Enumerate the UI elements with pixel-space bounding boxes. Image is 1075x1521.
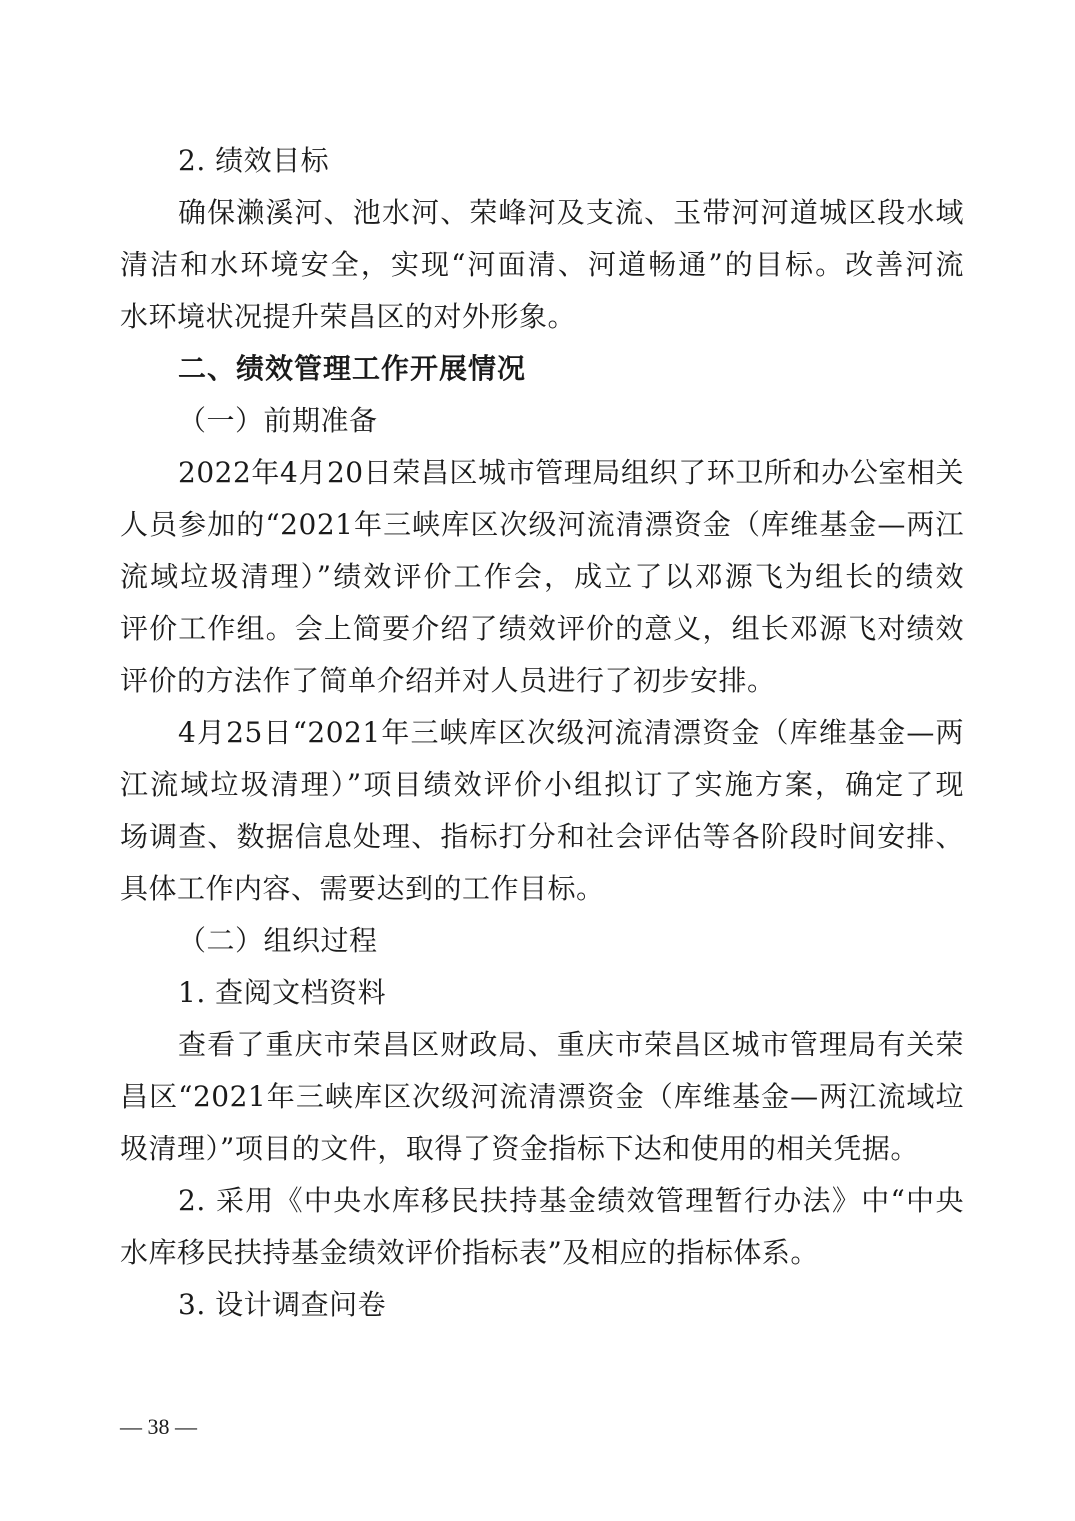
paragraph-line: 具体工作内容、需要达到的工作目标。 (120, 872, 605, 905)
page-number: — 38 — (120, 1414, 197, 1439)
paragraph-line: 评价工作组。会上简要介绍了绩效评价的意义，组长邓源飞对绩效 (120, 612, 964, 645)
paragraph-line: 水环境状况提升荣昌区的对外形象。 (120, 300, 577, 333)
paragraph-line: 评价的方法作了简单介绍并对人员进行了初步安排。 (120, 664, 776, 697)
paragraph-line: 4月25日“2021年三峡库区次级河流清漂资金（库维基金—两 (178, 716, 964, 749)
subsection-heading-performance-goal: 2. 绩效目标 (178, 144, 330, 177)
paragraph-line: 2. 采用《中央水库移民扶持基金绩效管理暂行办法》中“中央 (178, 1184, 964, 1217)
item-heading-questionnaire: 3. 设计调查问卷 (178, 1288, 387, 1321)
item-heading-review-documents: 1. 查阅文档资料 (178, 976, 387, 1009)
section-heading: 二、绩效管理工作开展情况 (178, 352, 527, 385)
paragraph-line: 圾清理）”项目的文件，取得了资金指标下达和使用的相关凭据。 (120, 1132, 919, 1165)
paragraph-line: 查看了重庆市荣昌区财政局、重庆市荣昌区城市管理局有关荣 (178, 1028, 964, 1061)
paragraph-line: 昌区“2021年三峡库区次级河流清漂资金（库维基金—两江流域垃 (120, 1080, 964, 1113)
paragraph-line: 人员参加的“2021年三峡库区次级河流清漂资金（库维基金—两江 (120, 508, 964, 541)
subsection-heading-preparation: （一）前期准备 (178, 404, 378, 437)
paragraph-line: 确保濑溪河、池水河、荣峰河及支流、玉带河河道城区段水域 (178, 196, 964, 229)
paragraph-line: 江流域垃圾清理）”项目绩效评价小组拟订了实施方案，确定了现 (120, 768, 964, 801)
paragraph-line: 2022年4月20日荣昌区城市管理局组织了环卫所和办公室相关 (178, 456, 964, 489)
paragraph-line: 流域垃圾清理）”绩效评价工作会，成立了以邓源飞为组长的绩效 (120, 560, 964, 593)
subsection-heading-organization: （二）组织过程 (178, 924, 378, 957)
paragraph-line: 水库移民扶持基金绩效评价指标表”及相应的指标体系。 (120, 1236, 819, 1269)
paragraph-line: 清洁和水环境安全，实现“河面清、河道畅通”的目标。改善河流 (120, 248, 964, 281)
paragraph-line: 场调查、数据信息处理、指标打分和社会评估等各阶段时间安排、 (120, 820, 964, 853)
